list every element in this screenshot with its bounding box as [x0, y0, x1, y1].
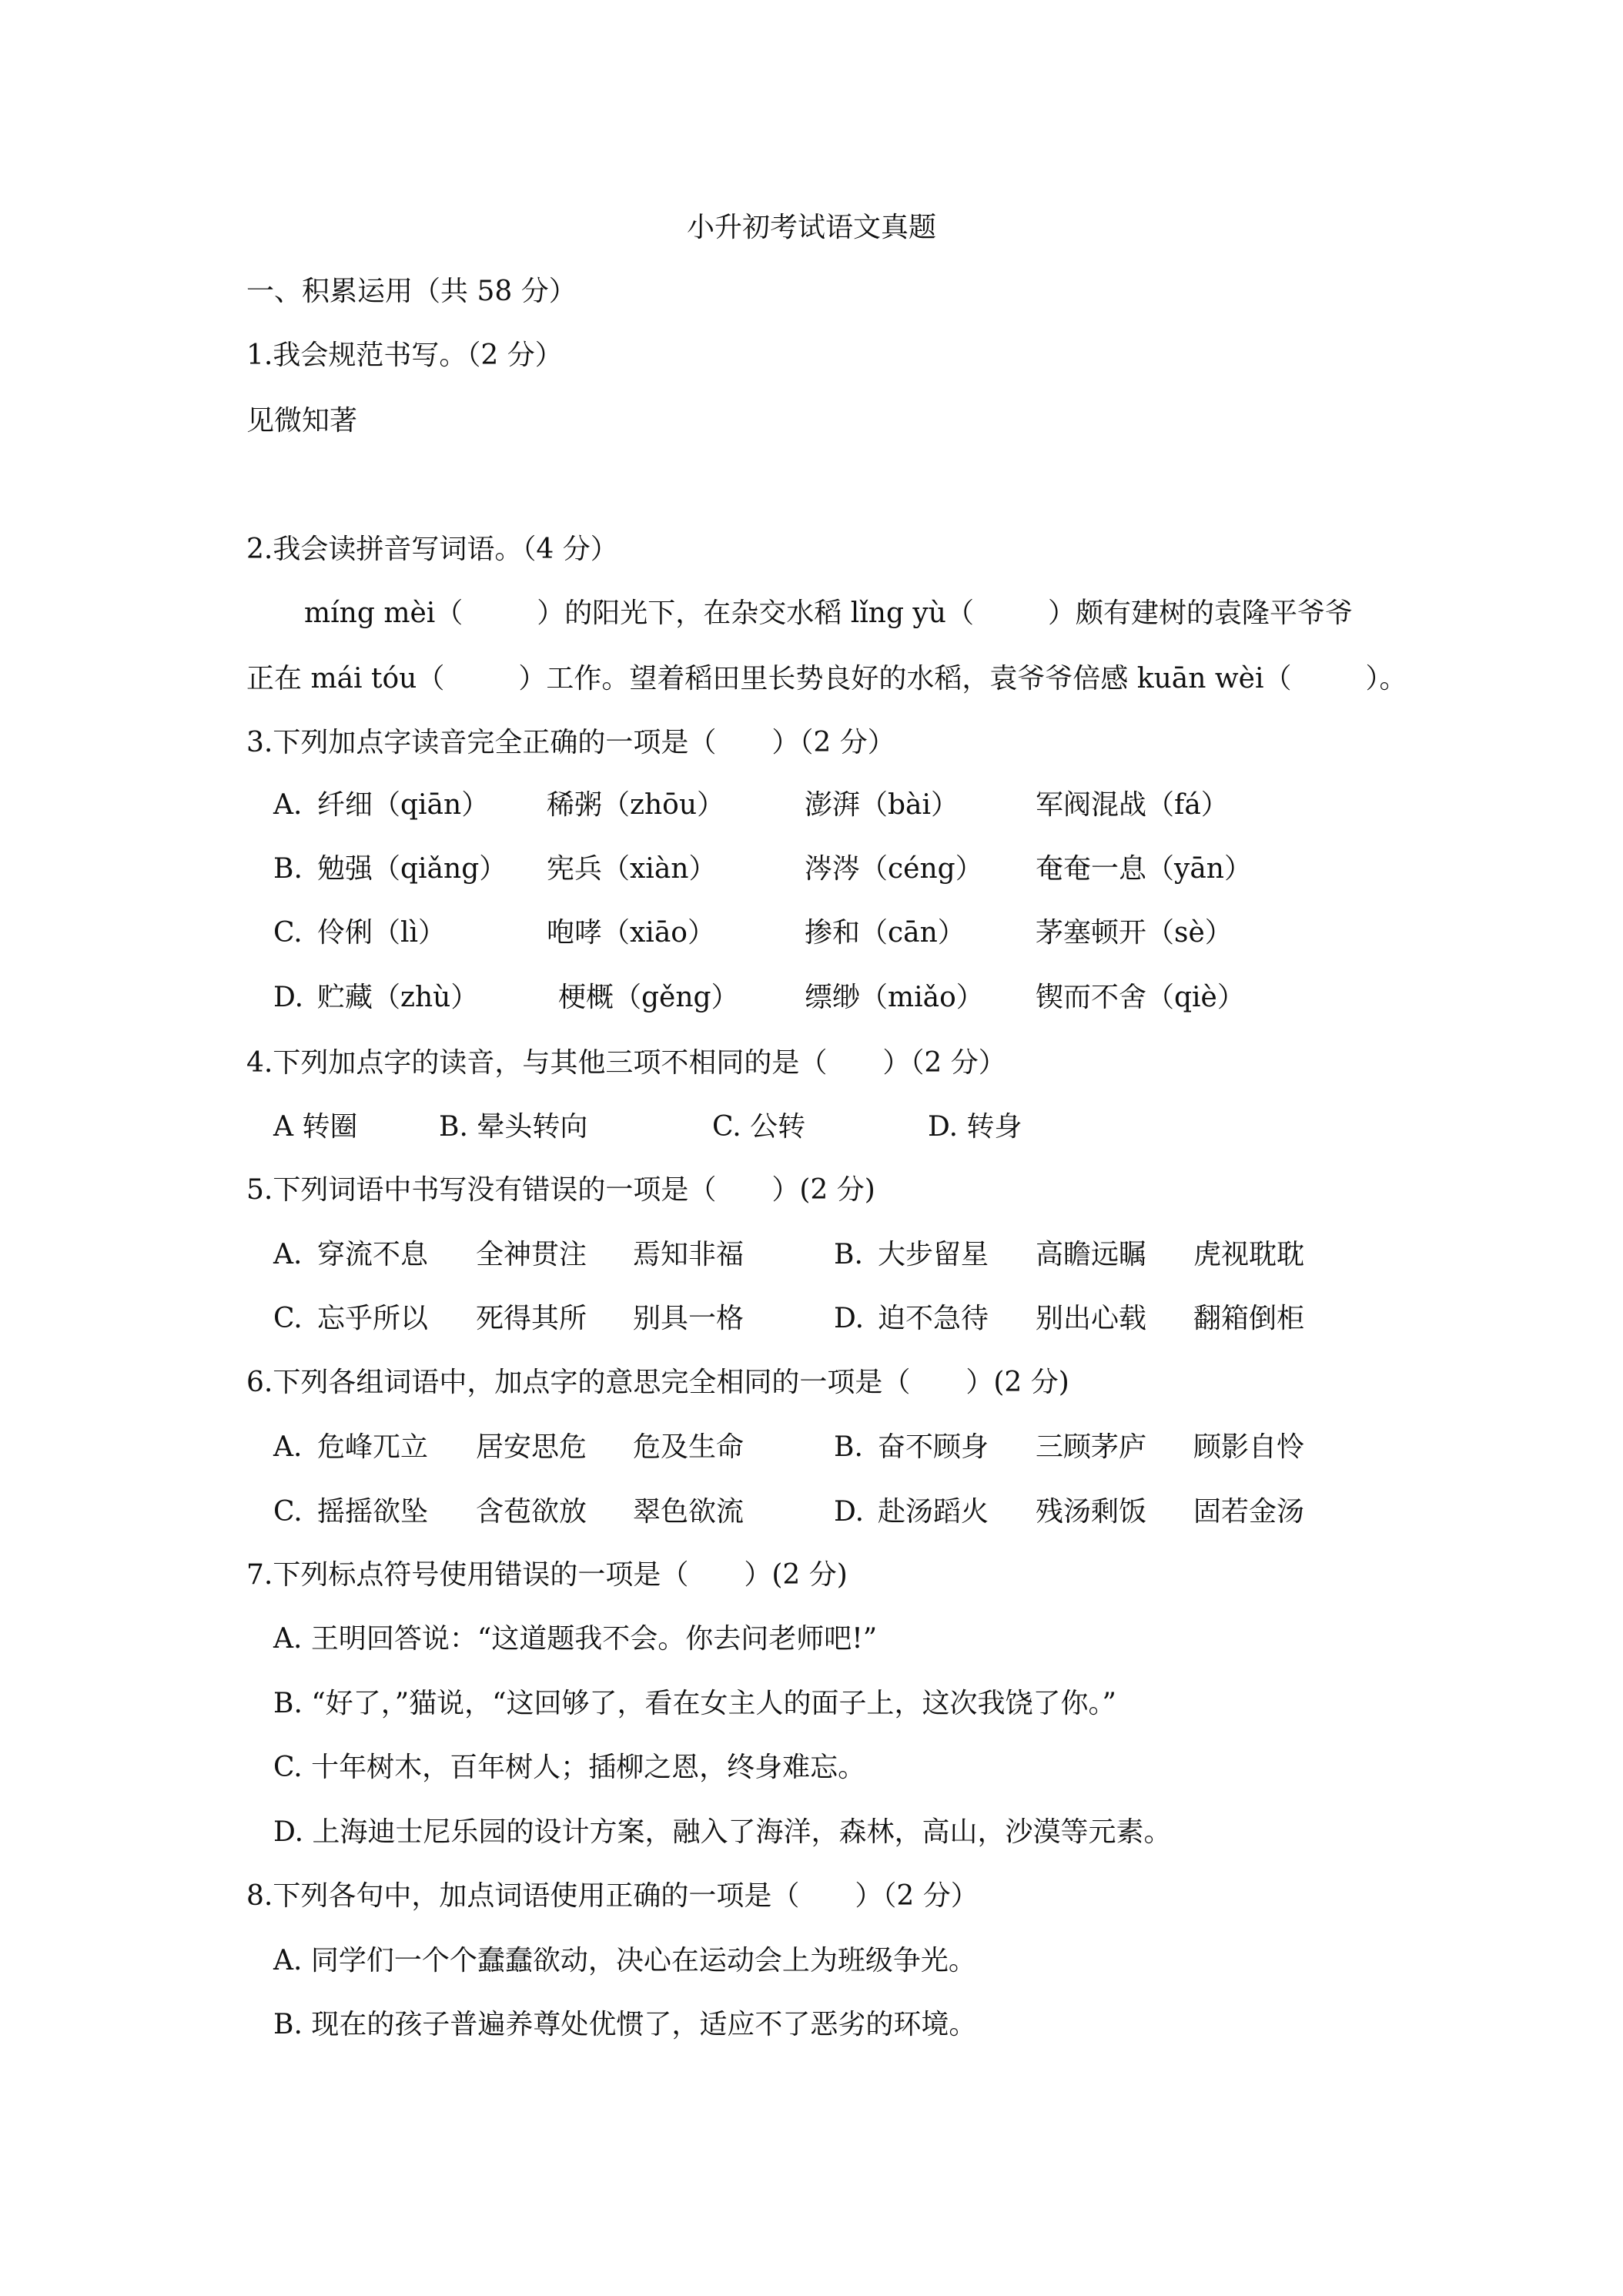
question-1-stem: 1.我会规范书写。（2 分）: [246, 340, 563, 371]
word-item: 翠色欲流: [633, 1496, 745, 1528]
option-label: B.: [834, 1239, 863, 1270]
question-4-stem: 4.下列加点字的读音，与其他三项不相同的是（ ）（2 分）: [246, 1047, 1006, 1079]
option-label: A.: [273, 1431, 303, 1463]
word-item: 赴汤蹈火: [878, 1496, 989, 1528]
option-item: D. 上海迪士尼乐园的设计方案，融入了海洋，森林，高山，沙漠等元素。: [273, 1816, 1172, 1848]
word-item: 翻箱倒柜: [1193, 1303, 1305, 1334]
page-title: 小升初考试语文真题: [686, 212, 936, 243]
text-segment: ）。: [1365, 663, 1407, 694]
word-item: 残汤剩饭: [1036, 1496, 1147, 1528]
option-item: C. 公转: [712, 1111, 806, 1143]
option-item: B. 晕头转向: [439, 1111, 588, 1143]
option-item: 伶俐（lì）: [317, 917, 447, 949]
option-item: 纤细（qiān）: [317, 789, 490, 821]
option-label: B.: [834, 1431, 863, 1463]
question-3-stem: 3.下列加点字读音完全正确的一项是（ ）（2 分）: [246, 727, 895, 758]
option-label: D.: [834, 1496, 865, 1528]
word-item: 三顾茅庐: [1036, 1431, 1147, 1463]
option-item: 军阀混战（fá）: [1036, 789, 1229, 821]
pinyin-segment: ）工作。望着稻田里长势良好的水稻，袁爷爷倍感 kuān wèi（: [518, 663, 1292, 694]
question-7-stem: 7.下列标点符号使用错误的一项是（ ）(2 分): [246, 1559, 848, 1591]
question-1-text: 见微知著: [246, 405, 358, 437]
pinyin-segment: ）的阳光下，在杂交水稻 lǐng yù（: [537, 597, 974, 629]
option-item: A. 同学们一个个蠢蠢欲动，决心在运动会上为班级争光。: [273, 1945, 976, 1976]
option-item: 勉强（qiǎng）: [317, 853, 507, 885]
word-item: 焉知非福: [633, 1239, 745, 1270]
section-heading: 一、积累运用（共 58 分）: [246, 276, 577, 307]
question-2-line-2: [246, 661, 1407, 698]
option-label: D.: [834, 1303, 865, 1334]
option-label: A.: [273, 1239, 303, 1270]
word-item: 迫不急待: [878, 1303, 989, 1334]
question-2-stem: 2.我会读拼音写词语。（4 分）: [246, 534, 618, 565]
word-item: 居安思危: [476, 1431, 587, 1463]
question-8-stem: 8.下列各句中，加点词语使用正确的一项是（ ）（2 分）: [246, 1880, 979, 1912]
word-item: 危及生命: [633, 1431, 745, 1463]
option-item: 宪兵（xiàn）: [547, 853, 717, 885]
word-item: 穿流不息: [317, 1239, 429, 1270]
question-2-line-1: [304, 595, 1353, 632]
pinyin-segment: míng mèi（: [304, 597, 463, 629]
option-item: 涔涔（céng）: [805, 853, 983, 885]
option-item: 掺和（cān）: [805, 917, 965, 949]
word-item: 含苞欲放: [476, 1496, 587, 1528]
question-6-stem: 6.下列各组词语中，加点字的意思完全相同的一项是（ ）(2 分): [246, 1367, 1069, 1398]
word-item: 大步留星: [878, 1239, 989, 1270]
option-item: 奄奄一息（yān）: [1036, 853, 1252, 885]
option-item: B. 现在的孩子普遍养尊处优惯了，适应不了恶劣的环境。: [273, 2009, 977, 2040]
word-item: 固若金汤: [1193, 1496, 1305, 1528]
option-item: 澎湃（bài）: [805, 789, 959, 821]
option-item: 缥缈（miǎo）: [805, 982, 984, 1013]
pinyin-segment: 正在 mái tóu（: [246, 663, 445, 694]
option-item: 咆哮（xiāo）: [547, 917, 715, 949]
option-item: 贮藏（zhù）: [317, 982, 479, 1013]
option-item: 稀粥（zhōu）: [547, 789, 725, 821]
option-item: A. 王明回答说：“这道题我不会。你去问老师吧!”: [273, 1623, 878, 1655]
option-item: 茅塞顿开（sè）: [1036, 917, 1233, 949]
question-5-stem: 5.下列词语中书写没有错误的一项是（ ）(2 分): [246, 1174, 875, 1206]
option-item: D. 转身: [928, 1111, 1022, 1143]
option-label: D.: [273, 982, 304, 1013]
word-item: 全神贯注: [476, 1239, 587, 1270]
option-item: C. 十年树木，百年树人；插柳之恩，终身难忘。: [273, 1752, 866, 1783]
word-item: 顾影自怜: [1193, 1431, 1305, 1463]
word-item: 死得其所: [476, 1303, 587, 1334]
text-segment: ）颇有建树的袁隆平爷爷: [1047, 597, 1353, 629]
option-label: C.: [273, 917, 303, 949]
option-item: A 转圈: [273, 1111, 358, 1143]
option-label: B.: [273, 853, 303, 885]
word-item: 危峰兀立: [317, 1431, 429, 1463]
word-item: 奋不顾身: [878, 1431, 989, 1463]
option-label: A.: [273, 789, 303, 821]
option-label: C.: [273, 1303, 303, 1334]
option-item: B. “好了，”猫说，“这回够了，看在女主人的面子上，这次我饶了你。”: [273, 1688, 1116, 1719]
word-item: 虎视耽耽: [1193, 1239, 1305, 1270]
word-item: 忘乎所以: [317, 1303, 429, 1334]
option-item: 梗概（gěng）: [558, 982, 739, 1013]
word-item: 别具一格: [633, 1303, 745, 1334]
option-label: C.: [273, 1496, 303, 1528]
word-item: 摇摇欲坠: [317, 1496, 429, 1528]
word-item: 高瞻远瞩: [1036, 1239, 1147, 1270]
option-item: 锲而不舍（qiè）: [1036, 982, 1245, 1013]
word-item: 别出心载: [1036, 1303, 1147, 1334]
